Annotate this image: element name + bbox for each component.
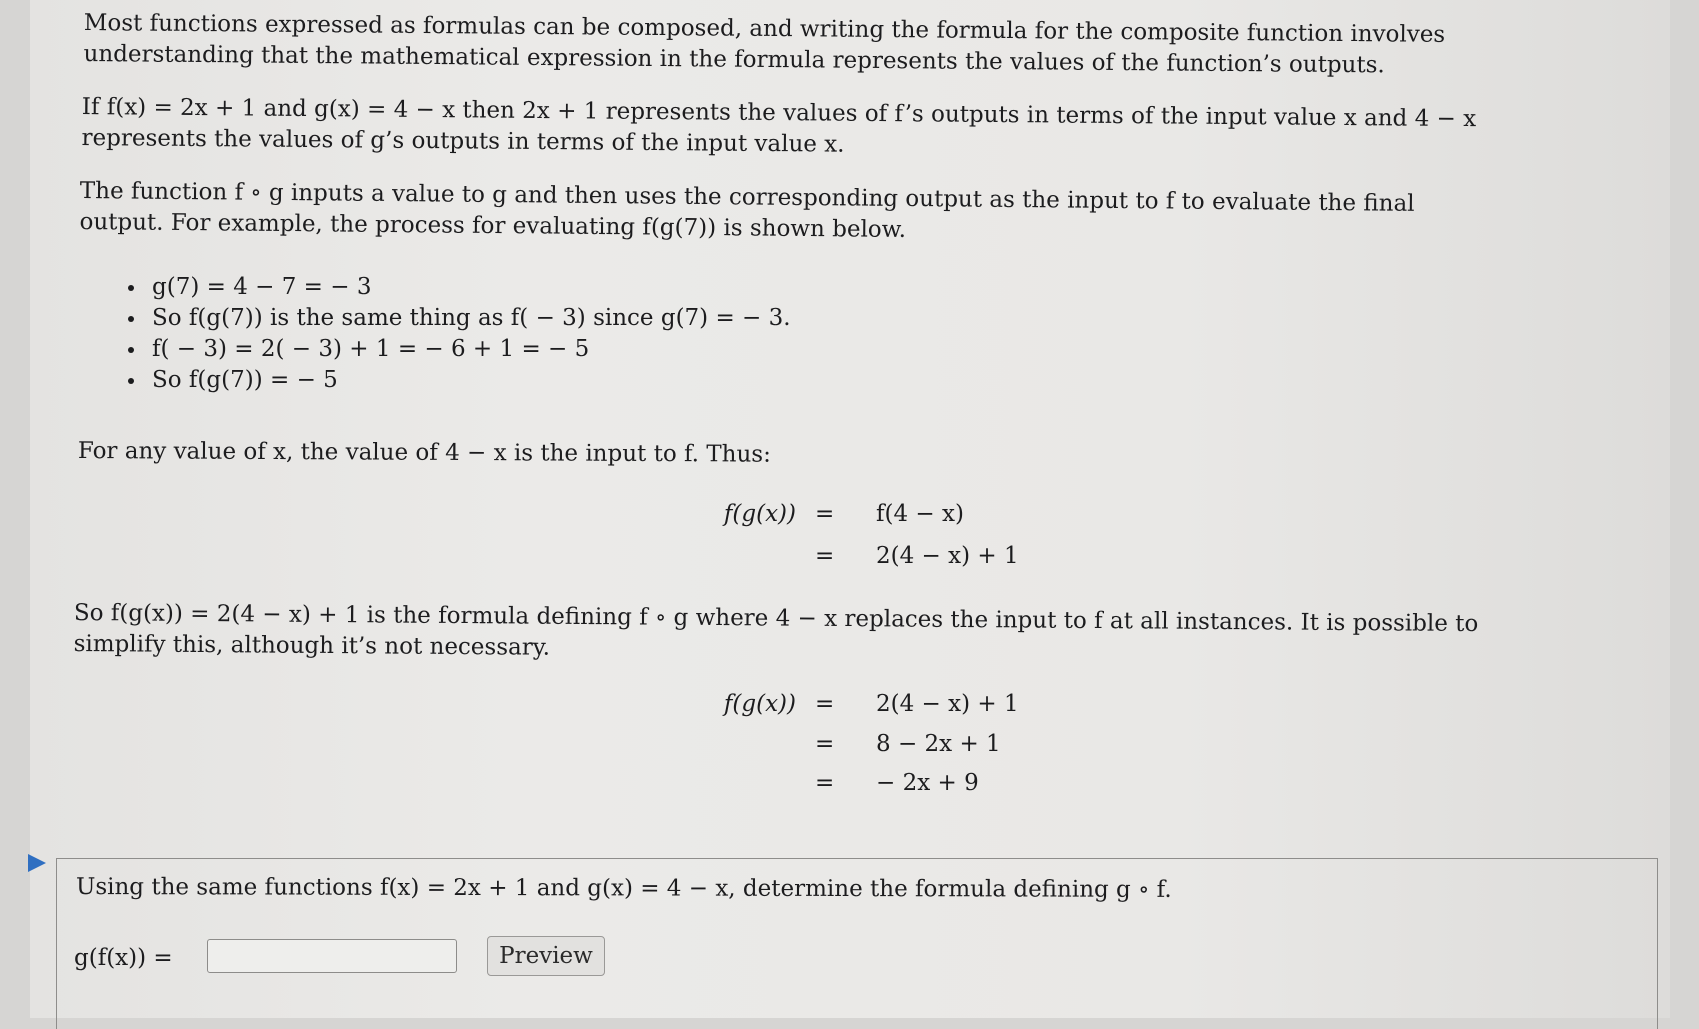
derivation-2-rhs: − 2x + 9 [876, 770, 979, 796]
derivation-1-rhs: f(4 − x) [876, 501, 964, 527]
derivation-1-rhs: 2(4 − x) + 1 [876, 543, 1019, 569]
question-prompt: Using the same functions f(x) = 2x + 1 and g(x) = 4 − x, determine the formula defining g ∘ f. [75, 874, 1172, 903]
derivation-2-eq-sign: = [815, 691, 835, 717]
derivation-1-eq-sign: = [815, 501, 835, 527]
derivation-2-eq-sign: = [815, 770, 835, 796]
intro-paragraph-3: The function f ∘ g inputs a value to g and then uses the corresponding output as the input to f to evaluate the final output. For example, the process for evaluating f(g(7)) is shown below. [79, 177, 1415, 243]
preview-button[interactable]: Preview [487, 936, 605, 976]
derivation-1-eq-sign: = [815, 543, 835, 569]
step-item: f( − 3) = 2( − 3) + 1 = − 6 + 1 = − 5 [120, 334, 791, 365]
answer-input[interactable] [207, 939, 457, 973]
derivation-2-eq-sign: = [815, 731, 835, 757]
step-item: So f(g(7)) is the same thing as f( − 3) since g(7) = − 3. [120, 303, 791, 334]
derivation-1-lhs: f(g(x)) [723, 501, 796, 527]
derivation-2-rhs: 8 − 2x + 1 [876, 731, 1001, 757]
intro-paragraph-1: Most functions expressed as formulas can be composed, and writing the formula for the composite function involves understanding that the mathematical expression in the formula represents the values of the function’s outputs. [83, 9, 1446, 79]
evaluation-steps-list [120, 272, 791, 396]
step-item: So f(g(7)) = − 5 [120, 365, 791, 396]
any-value-paragraph: For any value of x, the value of 4 − x is the input to f. Thus: [77, 437, 771, 468]
step-item: g(7) = 4 − 7 = − 3 [120, 272, 791, 303]
so-paragraph: So f(g(x)) = 2(4 − x) + 1 is the formula defining f ∘ g where 4 − x replaces the input to f at all instances. It is possible to simplify this, although it’s not necessary. [73, 599, 1479, 661]
derivation-2-lhs: f(g(x)) [723, 691, 796, 717]
play-triangle-icon[interactable] [28, 854, 46, 872]
answer-label: g(f(x)) = [74, 945, 173, 971]
derivation-2-rhs: 2(4 − x) + 1 [876, 691, 1019, 717]
intro-paragraph-2: If f(x) = 2x + 1 and g(x) = 4 − x then 2x + 1 represents the values of f’s outputs in terms of the input value x and 4 − x represents the values of g’s outputs in terms of the input value x. [81, 93, 1477, 158]
